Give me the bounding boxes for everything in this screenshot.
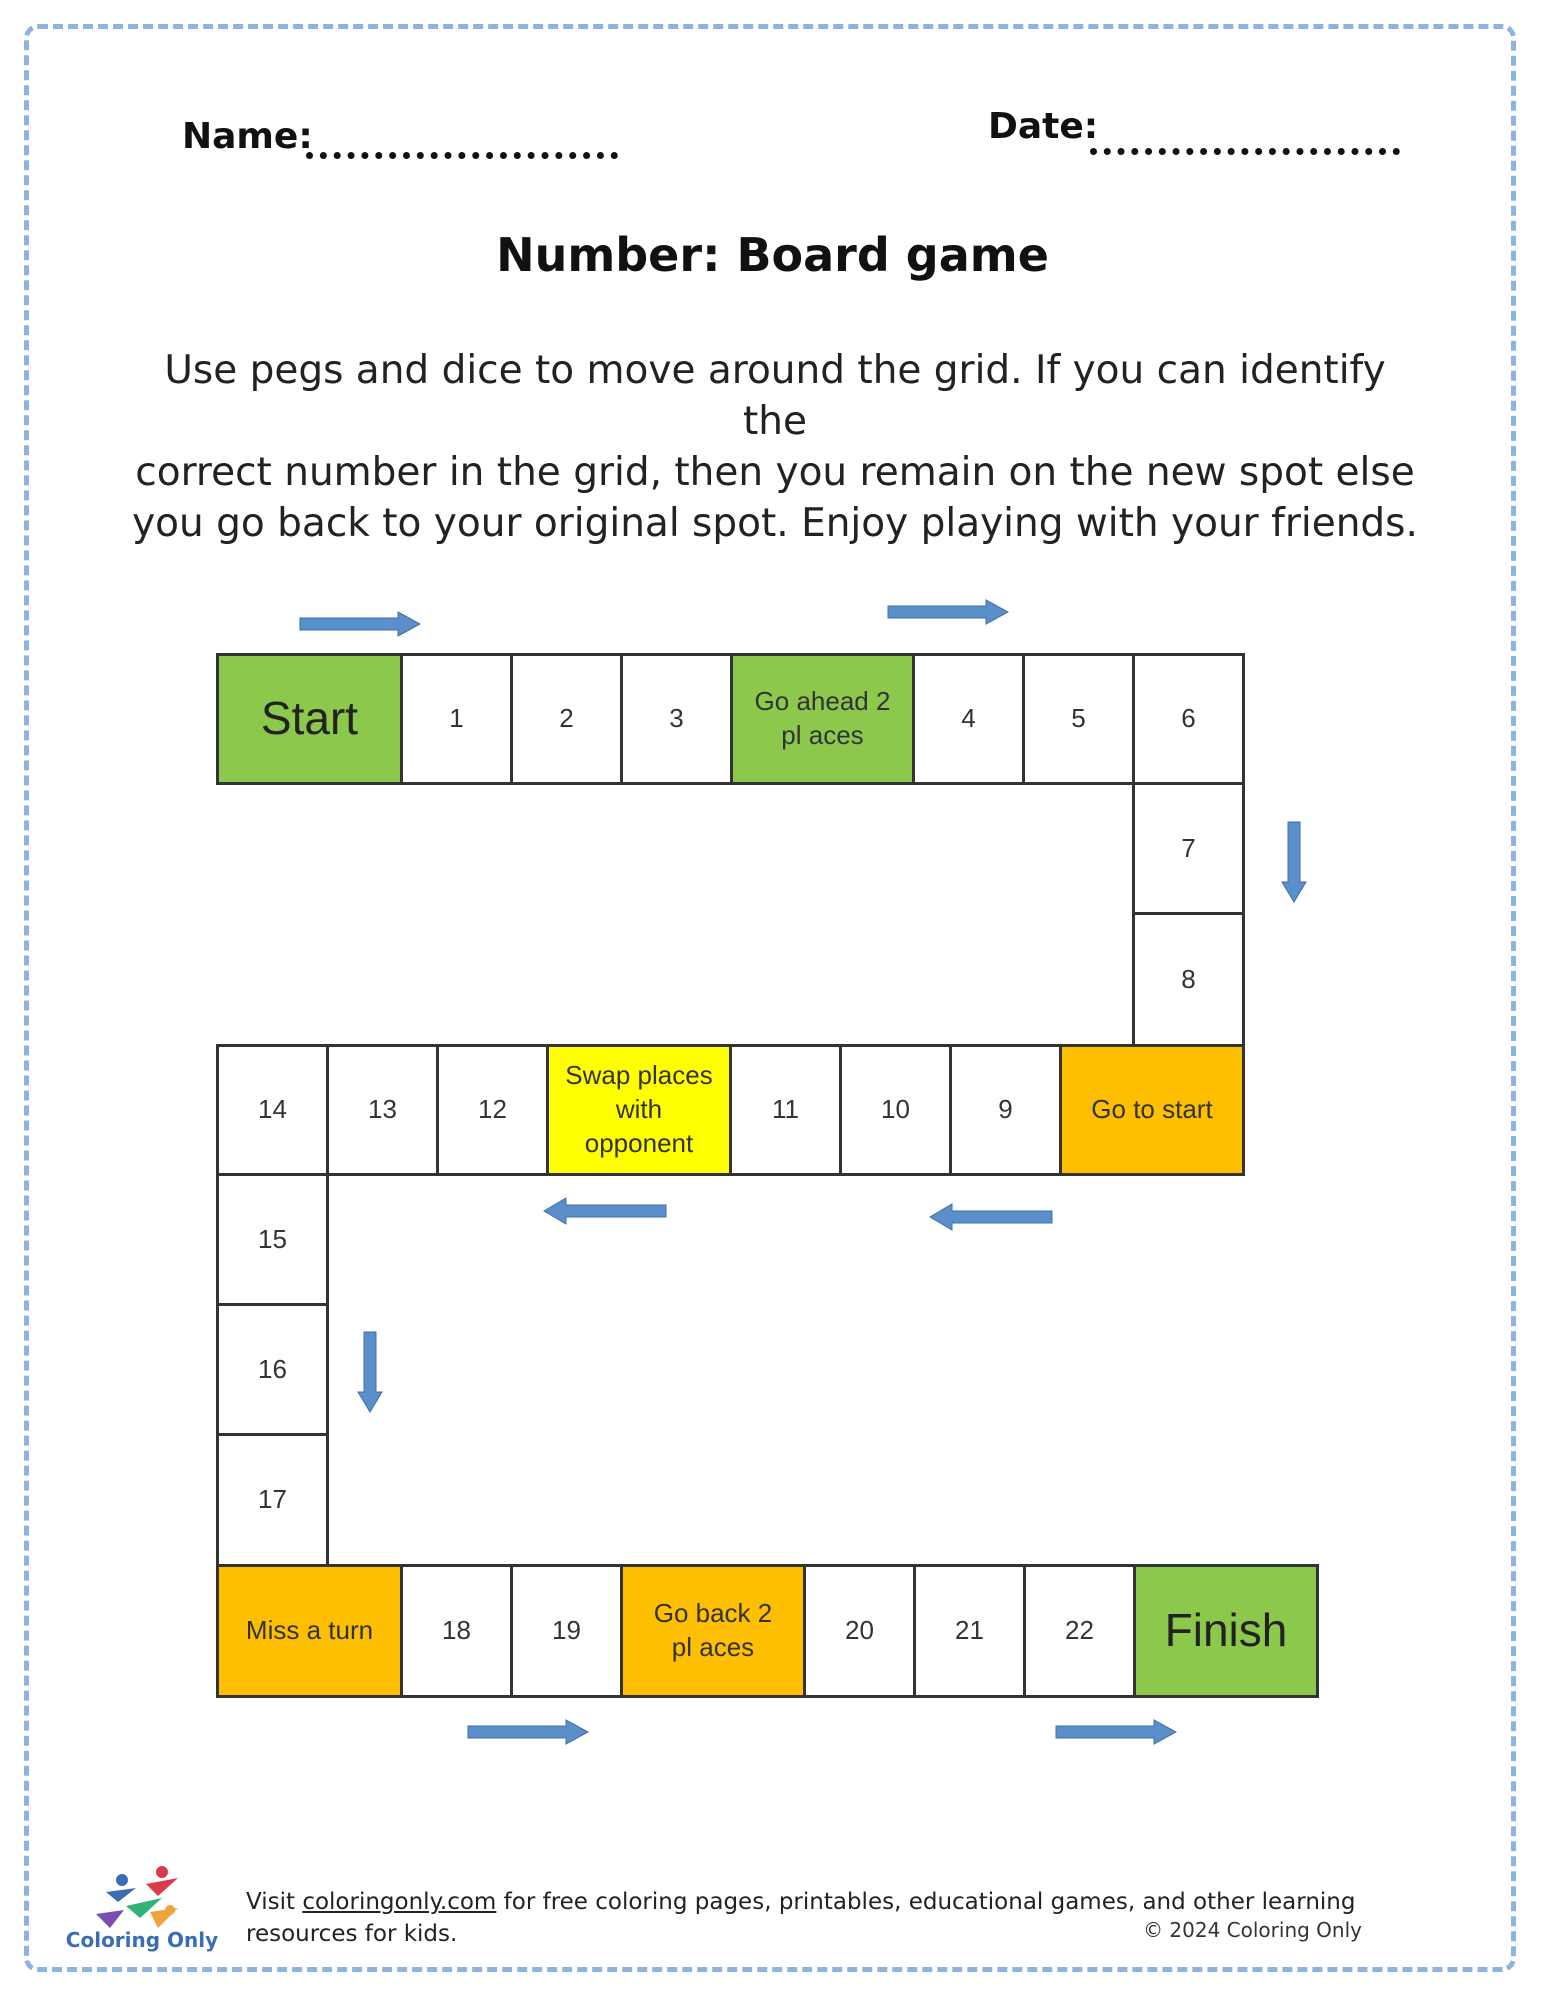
board-cell-22: 22	[1023, 1564, 1136, 1698]
arrow-right-icon	[1054, 1718, 1178, 1746]
board-cell-10: 10	[839, 1044, 952, 1176]
board-cell-5: 5	[1022, 653, 1135, 785]
board-cell-20: 20	[803, 1564, 916, 1698]
finish-cell: Finish	[1133, 1564, 1319, 1698]
board-cell-6: 6	[1132, 653, 1245, 785]
arrow-right-icon	[298, 610, 422, 638]
board-cell-11: 11	[729, 1044, 842, 1176]
website-link[interactable]: coloringonly.com	[302, 1889, 497, 1915]
board-cell-3: 3	[620, 653, 733, 785]
go-back-line: pl aces	[671, 1632, 755, 1662]
board-cell-4: 4	[912, 653, 1025, 785]
arrow-down-icon	[1280, 820, 1308, 904]
date-label: Date:	[988, 106, 1099, 147]
go-back-line: Go back 2	[653, 1598, 773, 1629]
start-cell: Start	[216, 653, 403, 785]
go-ahead-cell	[730, 653, 915, 785]
arrow-down-icon	[356, 1330, 384, 1414]
logo-text: Coloring Only	[65, 1928, 219, 1952]
board-cell-21: 21	[913, 1564, 1026, 1698]
board-cell-19: 19	[510, 1564, 623, 1698]
instructions-line: you go back to your original spot. Enjoy playing with your friends.	[132, 501, 1418, 546]
swap-line: opponent	[584, 1127, 694, 1158]
arrow-right-icon	[466, 1718, 590, 1746]
board-cell-7: 7	[1132, 782, 1245, 915]
miss-turn-cell: Miss a turn	[216, 1564, 403, 1698]
instructions-line: Use pegs and dice to move around the grid. If you can identify the	[164, 348, 1386, 444]
board-cell-9: 9	[949, 1044, 1062, 1176]
arrow-left-icon	[928, 1202, 1054, 1232]
name-label: Name:	[182, 116, 313, 157]
footer-visit-prefix: Visit	[246, 1889, 303, 1915]
name-line[interactable]	[306, 152, 618, 159]
board-cell-16: 16	[216, 1303, 329, 1436]
board-cell-17: 17	[216, 1433, 329, 1567]
board-cell-2: 2	[510, 653, 623, 785]
go-back-cell	[620, 1564, 806, 1698]
board-cell-15: 15	[216, 1173, 329, 1306]
instructions-line: correct number in the grid, then you remain on the new spot else	[135, 450, 1415, 495]
page-title: Number: Board game	[496, 228, 1049, 282]
swap-cell	[546, 1044, 732, 1176]
board-cell-14: 14	[216, 1044, 329, 1176]
board-cell-13: 13	[326, 1044, 439, 1176]
arrow-right-icon	[886, 598, 1010, 626]
swap-line: Swap places	[565, 1060, 713, 1091]
board-cell-1: 1	[400, 653, 513, 785]
go-ahead-line: pl aces	[781, 720, 864, 750]
board-cell-8: 8	[1132, 912, 1245, 1047]
board-cell-18: 18	[400, 1564, 513, 1698]
board-cell-12: 12	[436, 1044, 549, 1176]
swap-line: with	[615, 1094, 663, 1125]
instructions	[130, 345, 1420, 549]
go-to-start-cell: Go to start	[1059, 1044, 1245, 1176]
footer-visit-suffix: for free coloring pages, printables, educational games, and other learning resources for kids.	[246, 1889, 1356, 1947]
copyright: © 2024 Coloring Only	[1143, 1918, 1362, 1942]
arrow-left-icon	[542, 1196, 668, 1226]
go-ahead-line: Go ahead 2	[754, 686, 891, 717]
date-line[interactable]	[1090, 148, 1400, 155]
